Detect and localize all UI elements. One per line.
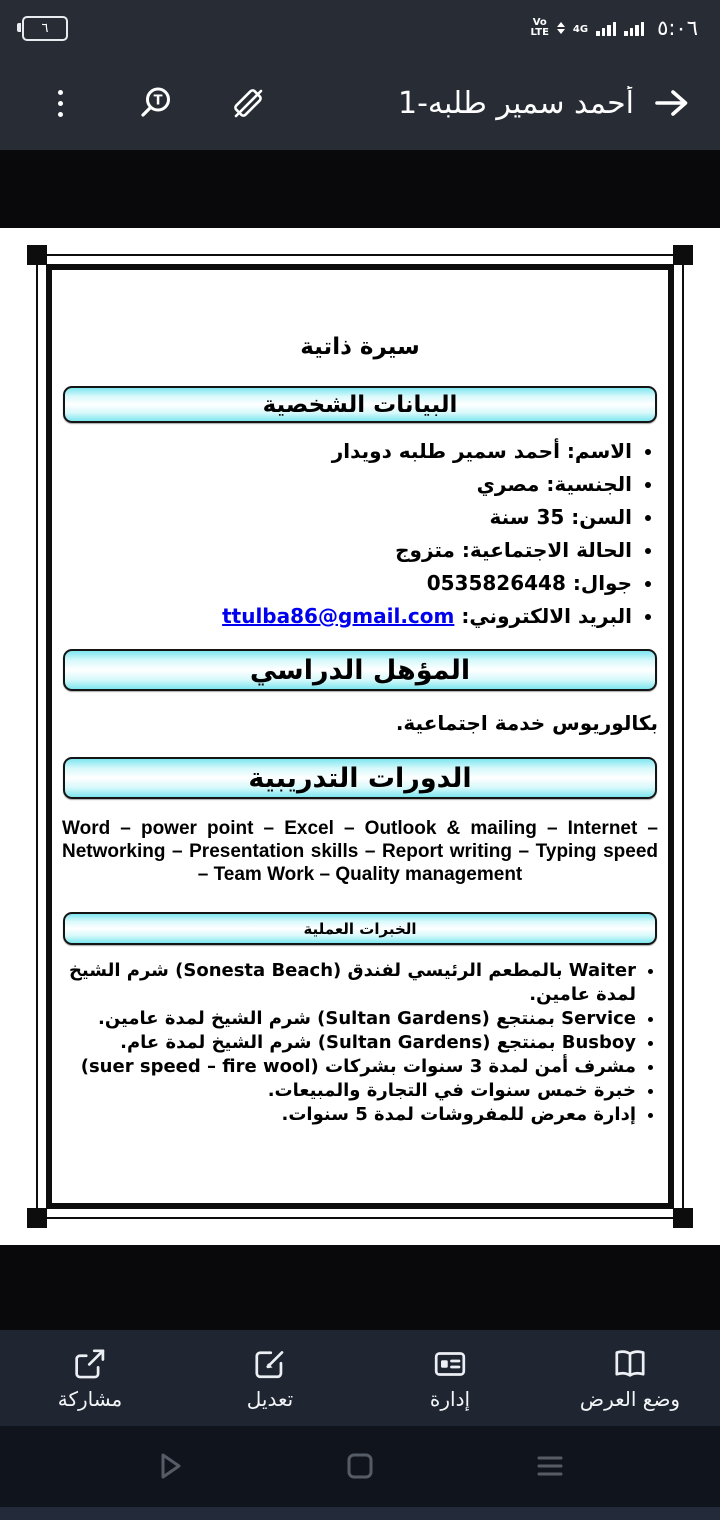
- nav-recents-icon[interactable]: [530, 1446, 570, 1486]
- list-item: • جوال: 0535826448: [62, 567, 632, 600]
- list-item: • مشرف أمن لمدة 3 سنوات بشركات (suer speed – fire wool): [62, 1055, 636, 1079]
- list-item: • الحالة الاجتماعية: متزوج: [62, 534, 632, 567]
- education-text: بكالوريوس خدمة اجتماعية.: [395, 711, 658, 735]
- edit-icon: [252, 1346, 288, 1382]
- status-bar: [0, 0, 720, 56]
- bottombar-item-label: تعديل: [246, 1386, 294, 1411]
- signal-bars-icon-2: [624, 21, 644, 36]
- personal-data-list: [62, 435, 658, 633]
- experience-list: [62, 959, 658, 1127]
- list-item: • السن: 35 سنة: [62, 501, 632, 534]
- section-header-education: المؤهل الدراسي: [63, 649, 657, 691]
- section-header-personal: البيانات الشخصية: [63, 386, 657, 423]
- cv-title: سيرة ذاتية: [300, 334, 420, 360]
- list-item: • Service بمنتجع (Sultan Gardens) شرم الشيخ لمدة عامين.: [62, 1007, 636, 1031]
- bottom-toolbar: [0, 1330, 720, 1426]
- bottombar-item-view-mode[interactable]: [565, 1346, 695, 1411]
- document-page: [0, 228, 720, 1245]
- data-arrows-icon: [557, 22, 565, 34]
- list-item: • Busboy بمنتجع (Sultan Gardens) شرم الشيخ لمدة عام.: [62, 1031, 636, 1055]
- list-item: • الاسم: أحمد سمير طلبه دويدار: [62, 435, 632, 468]
- section-header-courses: الدورات التدريبية: [63, 757, 657, 799]
- svg-text:T: T: [153, 93, 163, 109]
- bottombar-item-manage[interactable]: [385, 1346, 515, 1411]
- bottombar-item-label: إدارة: [429, 1386, 471, 1411]
- frame-corner: [673, 245, 693, 265]
- list-item: • إدارة معرض للمفروشات لمدة 5 سنوات.: [62, 1103, 636, 1127]
- section-header-experience: الخبرات العملية: [63, 912, 657, 945]
- status-indicators: [531, 16, 698, 40]
- list-item: • خبرة خمس سنوات في التجارة والمبيعات.: [62, 1079, 636, 1103]
- cv-content: [62, 280, 658, 1193]
- app-bar: [0, 56, 720, 150]
- bottombar-item-edit[interactable]: [205, 1346, 335, 1411]
- search-text-icon[interactable]: [134, 81, 178, 125]
- book-open-icon: [612, 1346, 648, 1382]
- share-icon: [72, 1346, 108, 1382]
- gesture-strip: [0, 1507, 720, 1520]
- email-link[interactable]: ttulba86@gmail.com: [222, 604, 455, 628]
- android-nav-bar: [0, 1426, 720, 1520]
- nav-home-icon[interactable]: [340, 1446, 380, 1486]
- email-label: البريد الالكتروني:: [461, 604, 632, 628]
- battery-icon: [22, 16, 68, 41]
- nav-back-icon[interactable]: [150, 1446, 190, 1486]
- volte-indicator: Vo LTE: [530, 17, 549, 38]
- email-list-item: [62, 600, 632, 633]
- bottombar-item-label: وضع العرض: [579, 1386, 681, 1411]
- manage-icon: [432, 1346, 468, 1382]
- list-item: • Waiter بالمطعم الرئيسي لفندق (Sonesta Beach) شرم الشيخ لمدة عامين.: [62, 959, 636, 1007]
- signal-bars-icon-1: [596, 21, 616, 36]
- document-title-bar: أحمد سمير طلبه-1: [398, 85, 634, 121]
- bottombar-item-share[interactable]: [25, 1346, 155, 1411]
- rotate-screen-icon[interactable]: [226, 81, 270, 125]
- frame-corner: [27, 1208, 47, 1228]
- network-type-badge: 4G: [572, 24, 589, 35]
- battery-level: ٦: [41, 20, 49, 36]
- courses-text: Word – power point – Excel – Outlook & mailing – Internet – Networking – Presentation skills – Report writing – Typing speed – Team Work – Quality management: [62, 818, 658, 885]
- document-viewport[interactable]: [0, 150, 720, 1330]
- overflow-menu-icon[interactable]: [34, 77, 86, 129]
- clock: ٥:٠٦: [657, 16, 698, 40]
- back-arrow-icon[interactable]: [648, 81, 696, 125]
- frame-corner: [27, 245, 47, 265]
- bottombar-item-label: مشاركة: [57, 1386, 123, 1411]
- frame-corner: [673, 1208, 693, 1228]
- appbar-actions: [24, 77, 270, 129]
- list-item: • الجنسية: مصري: [62, 468, 632, 501]
